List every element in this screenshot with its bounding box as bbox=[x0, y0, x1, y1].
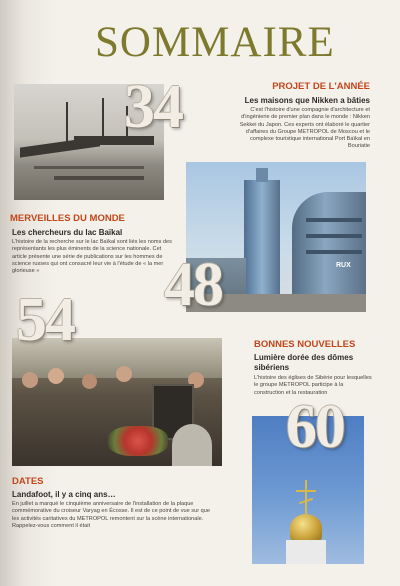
article-body-projet: C'est l'histoire d'une compagnie d'architecture et d'ingénierie de premier plan dans le monde : Nikken Sekkei du Japon. Ces experts ont élaboré le quartier d'affaires du Groupe METROPOL de Moscou et le complexe touristique international Port Baïkal en Bouriatie bbox=[239, 107, 370, 150]
section-heading-bonnes-nouvelles: BONNES NOUVELLES bbox=[254, 339, 356, 350]
article-title-dates: Landafoot, il y a cinq ans… bbox=[12, 490, 116, 499]
article-body-bonnes-nouvelles: L'histoire des églises de Sibérie pour lesquelles le groupe METROPOL participe à la construction et la restauration bbox=[254, 375, 372, 396]
article-body-merveilles: L'histoire de la recherche sur le lac Baïkal sont liés les noms des représentants les plus éminents de la science nationale. Cet article présente une série de publications sur les hommes de science russes qui ont consacré leur vie à l'étude de « la mer glorieuse » bbox=[12, 239, 172, 275]
section-heading-merveilles: MERVEILLES DU MONDE bbox=[10, 213, 125, 224]
page-number-54: 54 bbox=[16, 286, 74, 354]
commemoration-crowd-photo bbox=[12, 338, 222, 466]
page-number-48: 48 bbox=[164, 251, 222, 319]
page-number-34: 34 bbox=[124, 73, 182, 141]
page-number-60: 60 bbox=[286, 393, 344, 461]
section-heading-dates: DATES bbox=[12, 476, 44, 487]
article-body-dates: En juillet a marqué le cinquième anniversaire de l'installation de la plaque commémorative du croiseur Varyag en Écosse. Il est de ce point de vue sur que les activités caritatives du METROPOL remontent sur la scène internationale. Rappelez-vous comment il était bbox=[12, 501, 210, 529]
article-title-merveilles: Les chercheurs du lac Baïkal bbox=[12, 228, 123, 237]
section-heading-projet: PROJET DE L'ANNÉE bbox=[272, 81, 370, 92]
page-title: SOMMAIRE bbox=[95, 19, 335, 66]
article-title-bonnes-nouvelles: Lumière dorée des dômes sibériens bbox=[254, 353, 354, 372]
article-title-projet: Les maisons que Nikken a bâties bbox=[244, 96, 370, 105]
building-sign: RUX bbox=[336, 262, 351, 269]
